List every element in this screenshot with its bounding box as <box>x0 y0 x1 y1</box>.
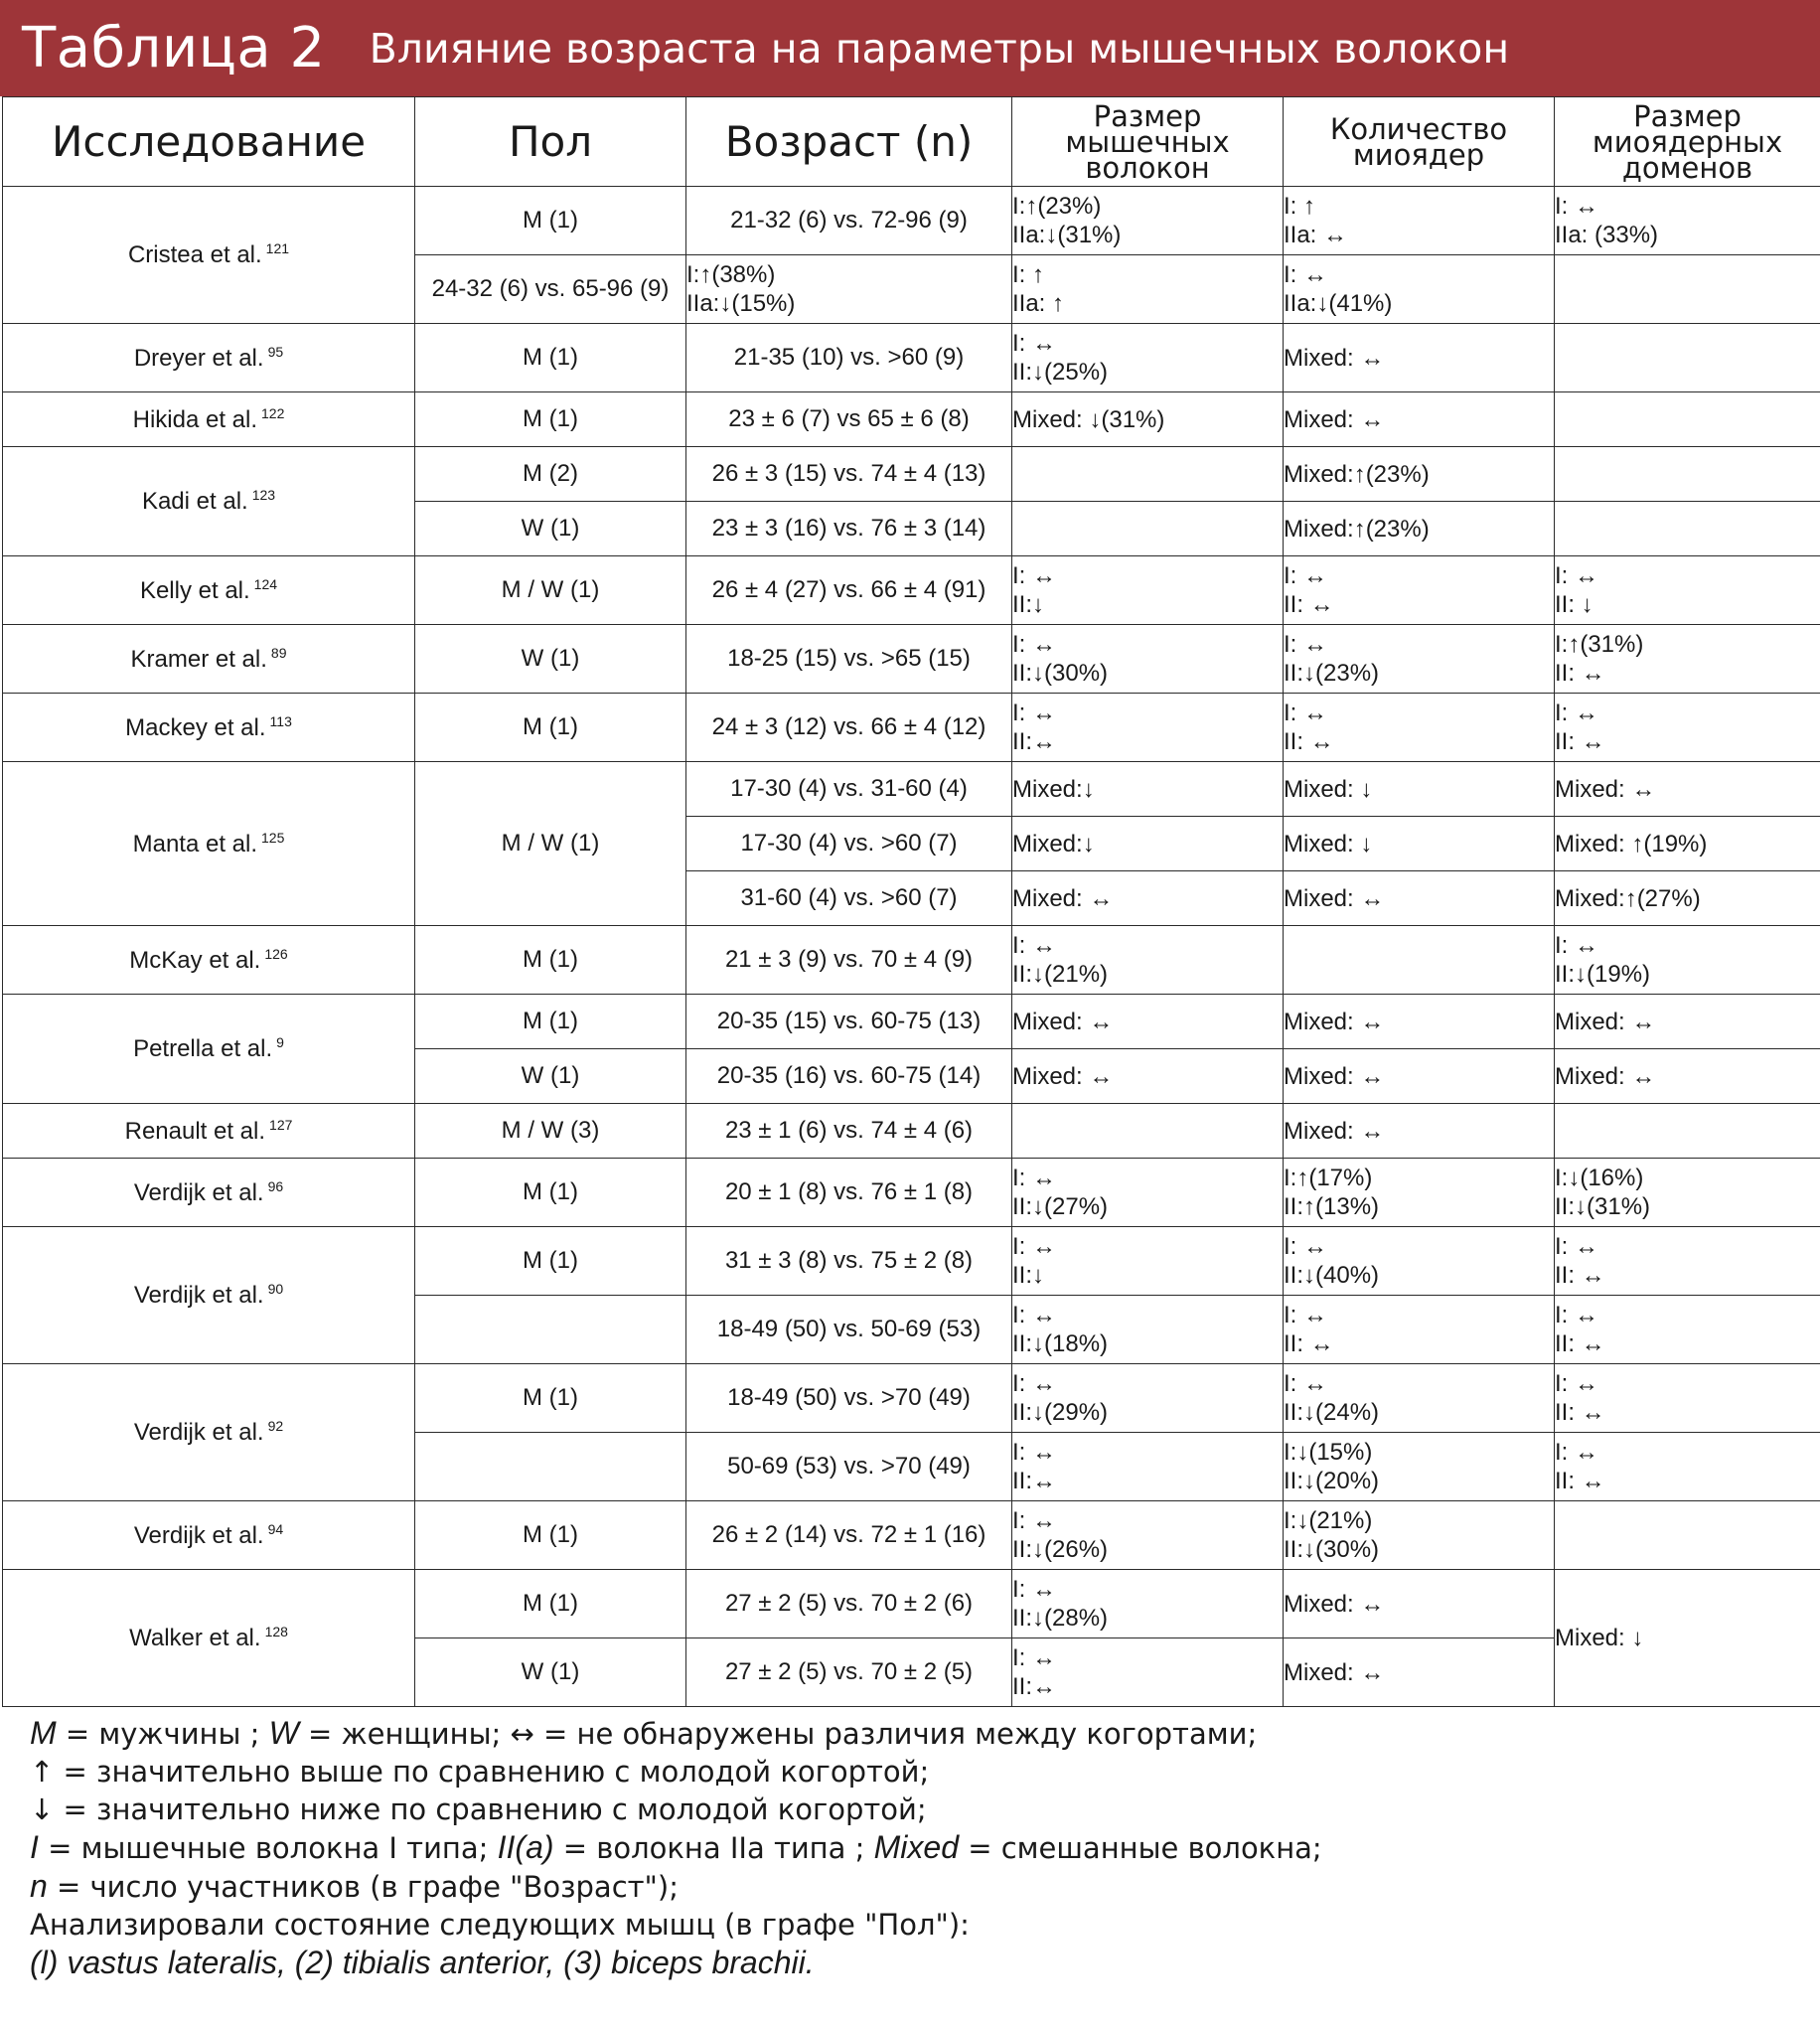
fiber-size-cell <box>1012 392 1284 447</box>
myonuclei-cell <box>1284 392 1555 447</box>
age-cell: 24 ± 3 (12) vs. 66 ± 4 (12) <box>686 694 1012 762</box>
cell-line: I: ↔ <box>1284 700 1328 726</box>
study-name: Dreyer et al. <box>133 344 264 372</box>
cell-line: I: ↑ <box>1012 261 1045 288</box>
domain-size-cell <box>1555 1570 1820 1707</box>
cell-line: I: ↔ <box>1555 700 1599 726</box>
fiber-size-cell <box>1012 871 1284 926</box>
reference-number: 126 <box>264 945 288 962</box>
fiber-size-cell <box>1012 995 1284 1049</box>
cell-line: Mixed: ↔ <box>1555 1062 1656 1090</box>
cell-line: Mixed:↓ <box>1012 775 1095 803</box>
table-row <box>3 447 1820 502</box>
myonuclei-cell <box>1284 1159 1555 1227</box>
table-row <box>3 1570 1820 1638</box>
domain-size-cell <box>1555 926 1820 995</box>
reference-number: 92 <box>267 1418 284 1434</box>
sex-cell: M (1) <box>415 1159 686 1227</box>
cell-line: Mixed: ↔ <box>1284 884 1385 912</box>
table-row <box>3 1159 1820 1227</box>
fiber-size-cell <box>1012 1296 1284 1364</box>
legend-line-5: n = число участников (в графе "Возраст"); <box>30 1868 679 1904</box>
myonuclei-cell <box>1284 1049 1555 1104</box>
age-cell: 20 ± 1 (8) vs. 76 ± 1 (8) <box>686 1159 1012 1227</box>
cell-line: Mixed:↑(23%) <box>1284 515 1430 543</box>
domain-size-cell <box>1284 255 1555 324</box>
sex-cell <box>415 1433 686 1501</box>
study-name: Manta et al. <box>132 830 258 858</box>
myonuclei-cell <box>1284 762 1555 817</box>
domain-size-cell <box>1555 694 1820 762</box>
cell-line: Mixed: ↔ <box>1555 1008 1656 1035</box>
table-row <box>3 694 1820 762</box>
age-cell: 21-32 (6) vs. 72-96 (9) <box>686 187 1012 255</box>
myonuclei-cell <box>1284 871 1555 926</box>
reference-number: 95 <box>267 343 284 360</box>
table-row <box>3 625 1820 694</box>
fiber-size-cell <box>1012 502 1284 556</box>
cell-line: II:↓(28%) <box>1012 1605 1109 1632</box>
legend-line-2: ↑ = значительно выше по сравнению с молодой когортой; <box>30 1755 930 1789</box>
study-name: Kramer et al. <box>130 645 267 673</box>
domain-size-cell <box>1555 1049 1820 1104</box>
sex-cell: M (1) <box>415 324 686 392</box>
age-cell: 18-25 (15) vs. >65 (15) <box>686 625 1012 694</box>
cell-line: II:↓(30%) <box>1284 1536 1380 1563</box>
cell-line: Mixed: ↔ <box>1284 1590 1385 1618</box>
fiber-size-cell <box>1012 1638 1284 1707</box>
cell-line: IIa:↓(15%) <box>686 290 796 317</box>
study-name: Verdijk et al. <box>133 1419 264 1446</box>
study-name: Petrella et al. <box>133 1035 273 1062</box>
sex-cell: M (1) <box>415 1364 686 1433</box>
fiber-size-cell <box>1012 1104 1284 1159</box>
table-row <box>3 324 1820 392</box>
myonuclei-cell <box>1284 625 1555 694</box>
col-header-domain-size: Размер миоядерных доменов <box>1555 97 1820 187</box>
cell-line: II:↓ <box>1012 1262 1045 1289</box>
cell-line: II: ↔ <box>1555 1330 1605 1357</box>
cell-line: Mixed:↑(27%) <box>1555 884 1701 912</box>
cell-line: Mixed: ↔ <box>1284 1062 1385 1090</box>
col-header-study: Исследование <box>3 97 415 187</box>
sex-cell <box>415 1296 686 1364</box>
cell-line: II:↓(30%) <box>1012 660 1109 687</box>
sex-cell: M / W (1) <box>415 762 686 926</box>
cell-line: I: ↔ <box>1012 1576 1057 1603</box>
cell-line: I: ↑ <box>1284 193 1316 220</box>
reference-number: 94 <box>267 1520 284 1537</box>
study-name: Hikida et al. <box>132 405 258 433</box>
fiber-size-cell <box>1012 762 1284 817</box>
sex-cell: W (1) <box>415 502 686 556</box>
cell-line: II: ↔ <box>1555 1399 1605 1426</box>
cell-line: I: ↔ <box>1012 1302 1057 1328</box>
sex-cell: M (1) <box>415 1227 686 1296</box>
age-cell: 26 ± 4 (27) vs. 66 ± 4 (91) <box>686 556 1012 625</box>
reference-number: 96 <box>267 1177 284 1194</box>
sex-cell: M (1) <box>415 392 686 447</box>
study-name: Mackey et al. <box>125 713 266 741</box>
fiber-size-cell <box>1012 1227 1284 1296</box>
cell-line: Mixed:↑(23%) <box>1284 460 1430 488</box>
sex-cell: M (1) <box>415 694 686 762</box>
cell-line: Mixed: ↔ <box>1012 884 1114 912</box>
study-cell <box>3 556 415 625</box>
table-row <box>3 1501 1820 1570</box>
cell-line: II: ↔ <box>1284 1330 1334 1357</box>
cell-line: I: ↔ <box>1012 330 1057 357</box>
cell-line: II:↔ <box>1012 728 1057 755</box>
cell-line: II:↓(27%) <box>1012 1193 1109 1220</box>
fiber-size-cell <box>1012 1049 1284 1104</box>
cell-line: IIa:↓(41%) <box>1284 290 1393 317</box>
domain-size-cell <box>1555 324 1820 392</box>
study-cell <box>3 995 415 1104</box>
myonuclei-cell <box>1284 447 1555 502</box>
myonuclei-cell <box>1284 1296 1555 1364</box>
domain-size-cell <box>1555 556 1820 625</box>
cell-line: II: ↔ <box>1284 728 1334 755</box>
reference-number: 9 <box>276 1034 284 1050</box>
cell-line: Mixed: ↔ <box>1284 405 1385 433</box>
reference-number: 113 <box>269 712 292 729</box>
age-cell: 26 ± 3 (15) vs. 74 ± 4 (13) <box>686 447 1012 502</box>
age-cell: 23 ± 3 (16) vs. 76 ± 3 (14) <box>686 502 1012 556</box>
myonuclei-cell <box>1284 1501 1555 1570</box>
cell-line: Mixed: ↔ <box>1012 1062 1114 1090</box>
sex-cell: M (1) <box>415 926 686 995</box>
cell-line: I: ↔ <box>1012 1370 1057 1397</box>
domain-size-cell <box>1555 995 1820 1049</box>
age-cell: 27 ± 2 (5) vs. 70 ± 2 (5) <box>686 1638 1012 1707</box>
study-cell <box>3 1104 415 1159</box>
study-cell <box>3 392 415 447</box>
cell-line: IIa: ↔ <box>1284 222 1348 248</box>
cell-line: I: ↔ <box>1284 261 1328 288</box>
cell-line: I: ↔ <box>1284 1302 1328 1328</box>
cell-line: II: ↔ <box>1555 1468 1605 1494</box>
cell-line: Mixed:↓ <box>1012 830 1095 858</box>
cell-line: I:↑(23%) <box>1012 193 1102 220</box>
cell-line: I: ↔ <box>1284 631 1328 658</box>
cell-line: I: ↔ <box>1012 1507 1057 1534</box>
col-header-myonuclei: Количество миоядер <box>1284 97 1555 187</box>
age-cell: 23 ± 1 (6) vs. 74 ± 4 (6) <box>686 1104 1012 1159</box>
fiber-size-cell <box>1012 1570 1284 1638</box>
sex-cell: M (1) <box>415 1570 686 1638</box>
fiber-size-cell <box>1012 926 1284 995</box>
domain-size-cell <box>1555 502 1820 556</box>
cell-line: II:↓(31%) <box>1555 1193 1651 1220</box>
cell-line: I: ↔ <box>1555 1370 1599 1397</box>
table-row <box>3 762 1820 817</box>
study-cell <box>3 625 415 694</box>
myonuclei-cell <box>1284 1433 1555 1501</box>
myonuclei-cell <box>1284 817 1555 871</box>
sex-cell: M (1) <box>415 995 686 1049</box>
table-banner <box>0 0 1820 96</box>
fiber-size-cell <box>1012 1433 1284 1501</box>
age-cell: 20-35 (15) vs. 60-75 (13) <box>686 995 1012 1049</box>
sex-cell: M (2) <box>415 447 686 502</box>
age-cell: 24-32 (6) vs. 65-96 (9) <box>415 255 686 324</box>
cell-line: I: ↔ <box>1555 1302 1599 1328</box>
myonuclei-cell <box>1284 694 1555 762</box>
cell-line: I: ↔ <box>1012 932 1057 959</box>
reference-number: 122 <box>261 404 285 421</box>
age-cell: 31-60 (4) vs. >60 (7) <box>686 871 1012 926</box>
fiber-size-cell <box>1012 817 1284 871</box>
study-cell <box>3 1227 415 1364</box>
reference-number: 128 <box>264 1624 288 1639</box>
cell-line: II:↓(40%) <box>1284 1262 1380 1289</box>
cell-line: Mixed: ↔ <box>1012 1008 1114 1035</box>
table-number: Таблица 2 <box>22 16 326 80</box>
cell-line: Mixed: ↔ <box>1284 1117 1385 1145</box>
cell-line: IIa: (33%) <box>1555 222 1659 248</box>
reference-number: 123 <box>251 487 276 503</box>
cell-line: II: ↔ <box>1555 660 1605 687</box>
domain-size-cell <box>1555 1501 1820 1570</box>
study-cell <box>3 1364 415 1501</box>
cell-line: I: ↔ <box>1555 1439 1599 1466</box>
cell-line: I: ↔ <box>1284 1233 1328 1260</box>
fiber-size-cell <box>1012 1501 1284 1570</box>
cell-line: I: ↔ <box>1012 1165 1057 1191</box>
cell-line: Mixed: ↓ <box>1555 1625 1644 1651</box>
age-cell: 26 ± 2 (14) vs. 72 ± 1 (16) <box>686 1501 1012 1570</box>
cell-line: II:↓(19%) <box>1555 961 1651 988</box>
myonuclei-cell <box>1284 1364 1555 1433</box>
reference-number: 89 <box>270 644 287 661</box>
age-cell: 21-35 (10) vs. >60 (9) <box>686 324 1012 392</box>
reference-number: 127 <box>269 1116 293 1133</box>
cell-line: Mixed: ↔ <box>1284 344 1385 372</box>
study-cell <box>3 1501 415 1570</box>
cell-line: II:↓(21%) <box>1012 961 1109 988</box>
header-row <box>3 97 1820 187</box>
study-cell <box>3 324 415 392</box>
domain-size-cell <box>1555 1159 1820 1227</box>
reference-number: 90 <box>267 1281 284 1297</box>
myonuclei-cell <box>1284 502 1555 556</box>
cell-line: II: ↓ <box>1555 591 1593 618</box>
domain-size-cell <box>1555 817 1820 871</box>
cell-line: II:↓(23%) <box>1284 660 1380 687</box>
col-header-sex: Пол <box>415 97 686 187</box>
reference-number: 124 <box>253 575 278 592</box>
fiber-size-cell <box>686 255 1012 324</box>
myonuclei-cell <box>1284 187 1555 255</box>
cell-line: I: ↔ <box>1284 1370 1328 1397</box>
cell-line: II:↑(13%) <box>1284 1193 1380 1220</box>
legend-line-7: (l) vastus lateralis, (2) tibialis anterior, (3) biceps brachii. <box>30 1945 815 1980</box>
cell-line: I:↓(16%) <box>1555 1165 1644 1191</box>
cell-line: Mixed: ↔ <box>1284 1008 1385 1035</box>
fiber-size-cell <box>1012 1364 1284 1433</box>
myonuclei-cell <box>1284 1570 1555 1638</box>
cell-line: I: ↔ <box>1555 1233 1599 1260</box>
cell-line: I:↓(21%) <box>1284 1507 1373 1534</box>
cell-line: I: ↔ <box>1012 1233 1057 1260</box>
myonuclei-cell <box>1284 1104 1555 1159</box>
legend-line-3: ↓ = значительно ниже по сравнению с молодой когортой; <box>30 1793 927 1826</box>
cell-line: II:↓(20%) <box>1284 1468 1380 1494</box>
study-cell <box>3 187 415 324</box>
cell-line: Mixed: ↓ <box>1284 775 1373 803</box>
cell-line: I: ↔ <box>1555 193 1599 220</box>
domain-size-cell <box>1555 1227 1820 1296</box>
domain-size-cell <box>1555 187 1820 255</box>
sex-cell: M / W (1) <box>415 556 686 625</box>
table-row <box>3 1227 1820 1296</box>
myonuclei-cell <box>1284 556 1555 625</box>
study-name: Renault et al. <box>124 1117 266 1145</box>
cell-line: II: ↔ <box>1555 1262 1605 1289</box>
study-name: McKay et al. <box>129 946 261 974</box>
domain-size-cell <box>1555 1104 1820 1159</box>
cell-line: II:↓(29%) <box>1012 1399 1109 1426</box>
cell-line: Mixed: ↓(31%) <box>1012 405 1165 433</box>
legend-line-6: Анализировали состояние следующих мышц (в графе "Пол"): <box>30 1908 970 1942</box>
cell-line: II:↓(24%) <box>1284 1399 1380 1426</box>
study-name: Kelly et al. <box>139 576 250 604</box>
age-cell: 18-49 (50) vs. >70 (49) <box>686 1364 1012 1433</box>
study-name: Walker et al. <box>129 1625 261 1651</box>
fiber-size-cell <box>1012 694 1284 762</box>
cell-line: IIa: ↑ <box>1012 290 1065 317</box>
cell-line: II:↔ <box>1012 1468 1057 1494</box>
table-row <box>3 187 1820 255</box>
sex-cell: M (1) <box>415 187 686 255</box>
cell-line: II:↓(26%) <box>1012 1536 1109 1563</box>
table-row <box>3 995 1820 1049</box>
fiber-size-cell <box>1012 447 1284 502</box>
cell-line: I:↑(31%) <box>1555 631 1644 658</box>
col-header-age: Возраст (n) <box>686 97 1012 187</box>
myonuclei-cell <box>1284 995 1555 1049</box>
cell-line: I: ↔ <box>1012 562 1057 589</box>
table-legend <box>30 1714 1808 1981</box>
cell-line: I:↓(15%) <box>1284 1439 1373 1466</box>
domain-size-cell <box>1555 392 1820 447</box>
sex-cell: M / W (3) <box>415 1104 686 1159</box>
cell-line: II:↓(25%) <box>1012 359 1109 386</box>
sex-cell: M (1) <box>415 1501 686 1570</box>
age-cell: 20-35 (16) vs. 60-75 (14) <box>686 1049 1012 1104</box>
cell-line: Mixed: ↑(19%) <box>1555 830 1708 858</box>
age-cell: 18-49 (50) vs. 50-69 (53) <box>686 1296 1012 1364</box>
fiber-size-cell <box>1012 556 1284 625</box>
cell-line: I: ↔ <box>1012 631 1057 658</box>
table-row <box>3 926 1820 995</box>
age-cell: 17-30 (4) vs. 31-60 (4) <box>686 762 1012 817</box>
domain-size-cell <box>1555 447 1820 502</box>
cell-line: II: ↔ <box>1555 728 1605 755</box>
study-cell <box>3 1570 415 1707</box>
sex-cell: W (1) <box>415 625 686 694</box>
domain-size-cell <box>1555 871 1820 926</box>
cell-line: II:↓ <box>1012 591 1045 618</box>
reference-number: 121 <box>265 240 290 256</box>
study-name: Cristea et al. <box>127 241 262 268</box>
cell-line: I: ↔ <box>1284 562 1328 589</box>
cell-line: II:↓(18%) <box>1012 1330 1109 1357</box>
cell-line: I: ↔ <box>1012 1644 1057 1671</box>
table-row <box>3 556 1820 625</box>
age-cell: 21 ± 3 (9) vs. 70 ± 4 (9) <box>686 926 1012 995</box>
domain-size-cell <box>1555 1296 1820 1364</box>
study-name: Verdijk et al. <box>133 1282 264 1309</box>
table-row <box>3 392 1820 447</box>
domain-size-cell <box>1555 762 1820 817</box>
domain-size-cell <box>1555 625 1820 694</box>
cell-line: Mixed: ↔ <box>1555 775 1656 803</box>
study-cell <box>3 447 415 556</box>
age-cell: 17-30 (4) vs. >60 (7) <box>686 817 1012 871</box>
legend-line-1: M = мужчины ; W = женщины; ↔ = не обнаружены различия между когортами; <box>30 1715 1258 1751</box>
cell-line: I:↑(38%) <box>686 261 776 288</box>
study-cell <box>3 926 415 995</box>
cell-line: II:↔ <box>1012 1673 1057 1700</box>
domain-size-cell <box>1555 1364 1820 1433</box>
cell-line: I:↑(17%) <box>1284 1165 1373 1191</box>
col-header-fiber-size: Размер мышечных волокон <box>1012 97 1284 187</box>
myonuclei-cell <box>1012 255 1284 324</box>
age-cell: 27 ± 2 (5) vs. 70 ± 2 (6) <box>686 1570 1012 1638</box>
legend-line-4: I = мышечные волокна I типа; II(a) = волокна IIa типа ; Mixed = смешанные волокна; <box>30 1829 1322 1865</box>
cell-line: I: ↔ <box>1555 932 1599 959</box>
study-name: Verdijk et al. <box>133 1521 264 1549</box>
study-cell <box>3 762 415 926</box>
study-cell <box>3 694 415 762</box>
table-title: Влияние возраста на параметры мышечных волокон <box>369 24 1510 73</box>
cell-line: Mixed: ↓ <box>1284 830 1373 858</box>
data-table <box>2 96 1820 1707</box>
cell-line: I: ↔ <box>1555 562 1599 589</box>
study-cell <box>3 1159 415 1227</box>
sex-cell: W (1) <box>415 1638 686 1707</box>
myonuclei-cell <box>1284 1638 1555 1707</box>
sex-cell: W (1) <box>415 1049 686 1104</box>
cell-line: I: ↔ <box>1012 700 1057 726</box>
domain-size-cell <box>1555 1433 1820 1501</box>
cell-line: I: ↔ <box>1012 1439 1057 1466</box>
age-cell: 50-69 (53) vs. >70 (49) <box>686 1433 1012 1501</box>
myonuclei-cell <box>1284 926 1555 995</box>
table-row <box>3 1104 1820 1159</box>
study-name: Kadi et al. <box>141 488 248 515</box>
fiber-size-cell <box>1012 187 1284 255</box>
cell-line: II: ↔ <box>1284 591 1334 618</box>
fiber-size-cell <box>1012 324 1284 392</box>
myonuclei-cell <box>1284 324 1555 392</box>
cell-line: Mixed: ↔ <box>1284 1658 1385 1686</box>
table-row <box>3 1364 1820 1433</box>
fiber-size-cell <box>1012 1159 1284 1227</box>
myonuclei-cell <box>1284 1227 1555 1296</box>
age-cell: 31 ± 3 (8) vs. 75 ± 2 (8) <box>686 1227 1012 1296</box>
cell-line: IIa:↓(31%) <box>1012 222 1122 248</box>
fiber-size-cell <box>1012 625 1284 694</box>
study-name: Verdijk et al. <box>133 1178 264 1206</box>
reference-number: 125 <box>261 829 285 846</box>
age-cell: 23 ± 6 (7) vs 65 ± 6 (8) <box>686 392 1012 447</box>
